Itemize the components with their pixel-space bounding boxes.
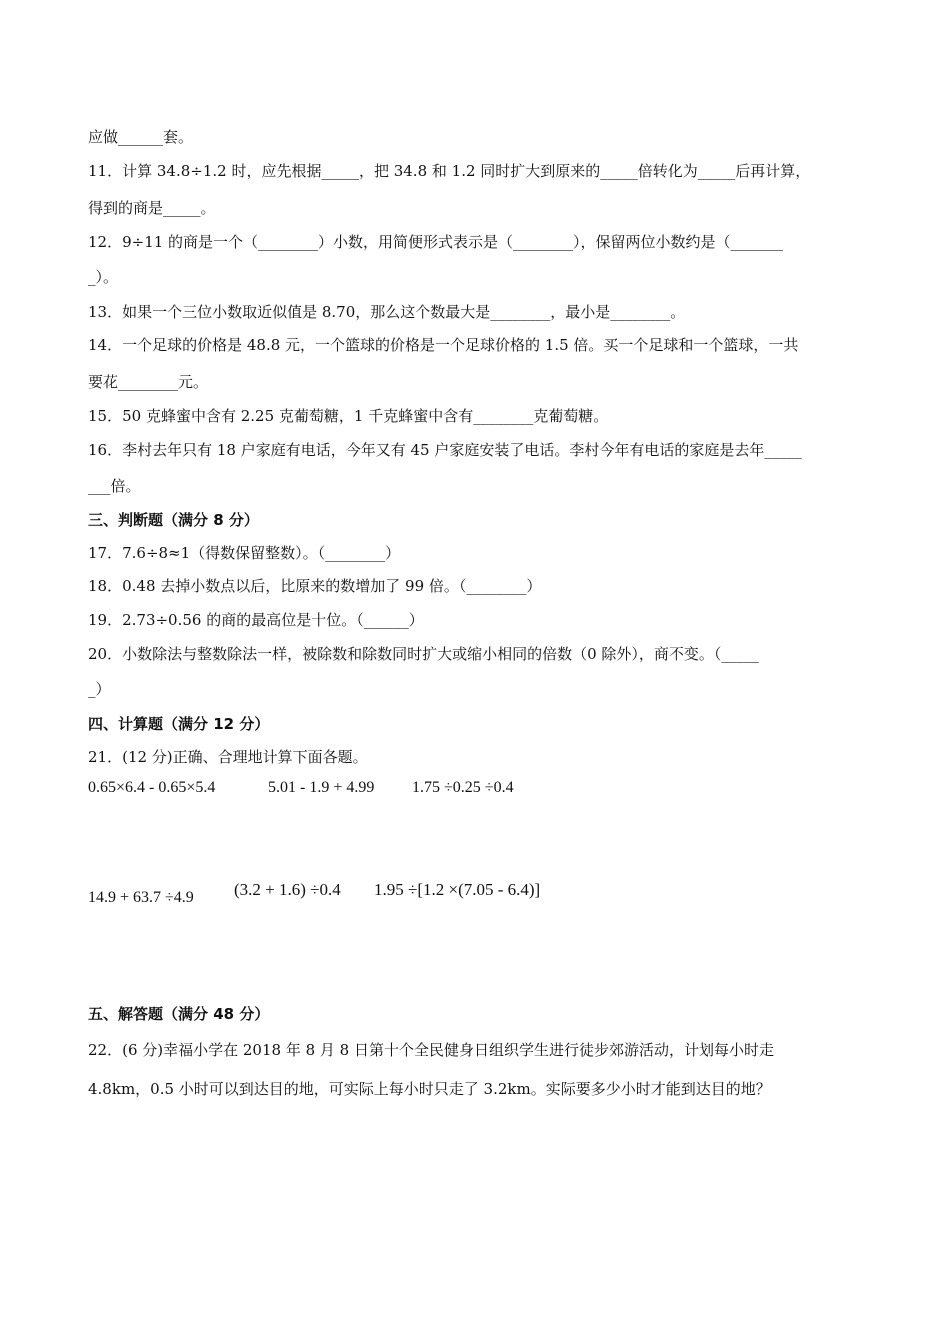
question-18: 18．0.48 去掉小数点以后，比原来的数增加了 99 倍。（________） xyxy=(88,577,542,595)
question-16: 16．李村去年只有 18 户家庭有电话，今年又有 45 户家庭安装了电话。李村今年有电话的家庭是去年_____ xyxy=(88,441,802,459)
q10-continuation: 应做______套。 xyxy=(88,128,194,146)
question-17: 17．7.6÷8≈1（得数保留整数）。（________） xyxy=(88,544,401,562)
question-14-continuation: 要花________元。 xyxy=(88,373,209,391)
expression-5: (3.2 + 1.6) ÷0.4 xyxy=(234,880,341,899)
question-22-continuation: 4.8km，0.5 小时可以到达目的地，可实际上每小时只走了 3.2km。实际要多少小时才能到达目的地？ xyxy=(88,1080,771,1098)
question-21: 21．(12 分)正确、合理地计算下面各题。 xyxy=(88,748,368,766)
question-13: 13．如果一个三位小数取近似值是 8.70，那么这个数最大是________，最小是________。 xyxy=(88,303,686,321)
question-22: 22．(6 分)幸福小学在 2018 年 8 月 8 日第十个全民健身日组织学生进行徒步郊游活动，计划每小时走 xyxy=(88,1041,774,1059)
question-20-continuation: _） xyxy=(88,680,111,698)
section-heading-calculation: 四、计算题（满分 12 分） xyxy=(88,715,270,733)
expression-6: 1.95 ÷[1.2 ×(7.05 - 6.4)] xyxy=(374,880,541,899)
question-19: 19．2.73÷0.56 的商的最高位是十位。（______） xyxy=(88,611,424,629)
section-heading-word-problems: 五、解答题（满分 48 分） xyxy=(88,1005,270,1023)
expression-3: 1.75 ÷0.25 ÷0.4 xyxy=(412,779,514,796)
expression-4: 14.9 + 63.7 ÷4.9 xyxy=(88,889,194,906)
question-14: 14．一个足球的价格是 48.8 元，一个篮球的价格是一个足球价格的 1.5 倍。买一个足球和一个篮球，一共 xyxy=(88,336,799,354)
question-20: 20．小数除法与整数除法一样，被除数和除数同时扩大或缩小相同的倍数（0 除外），商不变。（_____ xyxy=(88,645,759,663)
question-12: 12．9÷11 的商是一个（________）小数，用简便形式表示是（________），保留两位小数约是（_______ xyxy=(88,233,784,251)
question-16-continuation: ___倍。 xyxy=(88,477,141,495)
section-heading-judgement: 三、判断题（满分 8 分） xyxy=(88,511,259,529)
question-15: 15．50 克蜂蜜中含有 2.25 克葡萄糖，1 千克蜂蜜中含有________克葡萄糖。 xyxy=(88,407,609,425)
expression-1: 0.65×6.4 - 0.65×5.4 xyxy=(88,779,216,796)
question-11-continuation: 得到的商是_____。 xyxy=(88,199,216,217)
expression-2: 5.01 - 1.9 + 4.99 xyxy=(268,779,375,796)
question-12-continuation: _）。 xyxy=(88,268,119,286)
question-11: 11．计算 34.8÷1.2 时，应先根据_____，把 34.8 和 1.2 同时扩大到原来的_____倍转化为_____后再计算， xyxy=(88,162,811,180)
